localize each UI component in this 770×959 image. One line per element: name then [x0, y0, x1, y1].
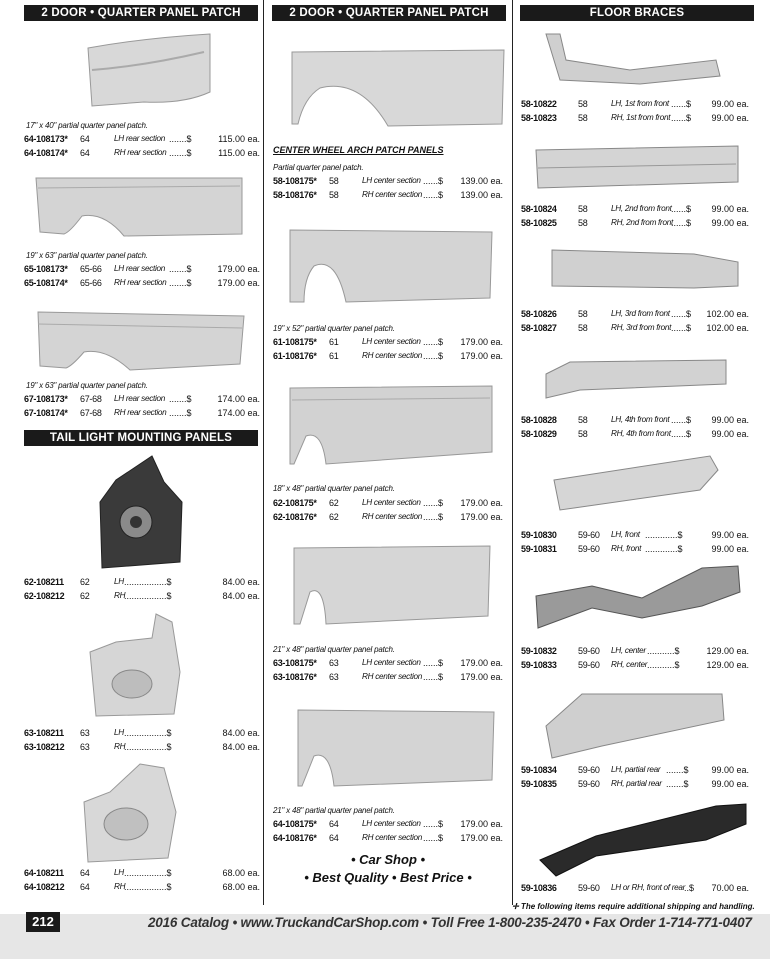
footer-text: 2016 Catalog • www.TruckandCarShop.com • Toll Free 1-800-235-2470 • Fax Order 1-714-771-0407 [148, 915, 752, 930]
price-row: 59-10834 59-60 LH, partial rear .......$ 99.00 ea. [521, 765, 749, 775]
price-row: 63-108176* 63 RH center section ......$ 179.00 ea. [273, 672, 503, 682]
floor-brace-image [540, 30, 726, 86]
quarter-panel-image [34, 304, 250, 376]
price-row: 63-108175* 63 LH center section ......$ 179.00 ea. [273, 658, 503, 668]
caption: 21" x 48" partial quarter panel patch. [273, 645, 395, 654]
price-row: 58-108175* 58 LH center section ......$ 139.00 ea. [273, 176, 503, 186]
floor-brace-image [532, 142, 742, 192]
section-header: FLOOR BRACES [520, 5, 754, 21]
price-row: 62-108212 62 RH .................$ 84.00 ea. [24, 591, 260, 601]
floor-brace-image [544, 246, 742, 294]
wheel-arch-panel-image [290, 544, 496, 630]
price-row: 67-108174* 67-68 RH rear section .......$ 174.00 ea. [24, 408, 260, 418]
subheading: CENTER WHEEL ARCH PATCH PANELS [273, 145, 444, 155]
floor-brace-image [542, 686, 728, 762]
price-row: 64-108175* 64 LH center section ......$ 179.00 ea. [273, 819, 503, 829]
tail-light-panel-image [86, 612, 186, 720]
price-row: 64-108174* 64 RH rear section .......$ 115.00 ea. [24, 148, 260, 158]
price-row: 64-108173* 64 LH rear section .......$ 115.00 ea. [24, 134, 260, 144]
shipping-note: ✛ The following items require additional shipping and handling. [512, 902, 755, 911]
quarter-panel-image [84, 30, 214, 110]
caption: 18" x 48" partial quarter panel patch. [273, 484, 395, 493]
price-row: 58-10825 58 RH, 2nd from front ......$ 99.00 ea. [521, 218, 749, 228]
price-row: 61-108176* 61 RH center section ......$ 179.00 ea. [273, 351, 503, 361]
price-row: 58-10822 58 LH, 1st from front ......$ 99.00 ea. [521, 99, 749, 109]
caption: Partial quarter panel patch. [273, 163, 364, 172]
price-row: 59-10832 59-60 LH, center ...........$ 129.00 ea. [521, 646, 749, 656]
price-row: 59-10831 59-60 RH, front .............$ 99.00 ea. [521, 544, 749, 554]
price-row: 62-108211 62 LH .................$ 84.00 ea. [24, 577, 260, 587]
section-header: TAIL LIGHT MOUNTING PANELS [24, 430, 258, 446]
price-row: 62-108175* 62 LH center section ......$ 179.00 ea. [273, 498, 503, 508]
caption: 17" x 40" partial quarter panel patch. [26, 121, 148, 130]
caption: 19" x 63" partial quarter panel patch. [26, 251, 148, 260]
price-row: 64-108176* 64 RH center section ......$ 179.00 ea. [273, 833, 503, 843]
column-divider [512, 0, 513, 905]
tail-light-panel-image [80, 762, 180, 866]
price-row: 58-10829 58 RH, 4th from front ......$ 99.00 ea. [521, 429, 749, 439]
price-row: 61-108175* 61 LH center section ......$ 179.00 ea. [273, 337, 503, 347]
price-row: 59-10833 59-60 RH, center ...........$ 129.00 ea. [521, 660, 749, 670]
quarter-panel-image [34, 172, 246, 244]
wheel-arch-panel-image [294, 706, 500, 792]
price-row: 64-108212 64 RH .................$ 68.00 ea. [24, 882, 260, 892]
section-header: 2 DOOR • QUARTER PANEL PATCH PANELS [24, 5, 258, 21]
price-row: 58-10828 58 LH, 4th from front ......$ 99.00 ea. [521, 415, 749, 425]
price-row: 65-108174* 65-66 RH rear section .......$ 179.00 ea. [24, 278, 260, 288]
price-row: 59-10835 59-60 RH, partial rear .......$ 99.00 ea. [521, 779, 749, 789]
caption: 21" x 48" partial quarter panel patch. [273, 806, 395, 815]
floor-brace-image [536, 800, 750, 880]
price-row: 62-108176* 62 RH center section ......$ 179.00 ea. [273, 512, 503, 522]
caption: 19" x 52" partial quarter panel patch. [273, 324, 395, 333]
price-row: 58-10824 58 LH, 2nd from front ......$ 99.00 ea. [521, 204, 749, 214]
slogan: • Car Shop • [350, 852, 426, 867]
wheel-arch-panel-image [286, 226, 496, 308]
wheel-arch-panel-image [290, 48, 510, 128]
floor-brace-image [540, 354, 730, 404]
slogan: • Best Quality • Best Price • [304, 870, 472, 885]
price-row: 67-108173* 67-68 LH rear section .......$ 174.00 ea. [24, 394, 260, 404]
section-header: 2 DOOR • QUARTER PANEL PATCH PANELS [272, 5, 506, 21]
price-row: 58-10826 58 LH, 3rd from front ......$ 102.00 ea. [521, 309, 749, 319]
price-row: 63-108212 63 RH .................$ 84.00 ea. [24, 742, 260, 752]
price-row: 59-10836 59-60 LH or RH, front of rear ..$ 70.00 ea. [521, 883, 749, 893]
price-row: 58-10827 58 RH, 3rd from front ......$ 102.00 ea. [521, 323, 749, 333]
caption: 19" x 63" partial quarter panel patch. [26, 381, 148, 390]
page-number: 212 [26, 912, 60, 932]
tail-light-panel-image [96, 452, 186, 570]
wheel-arch-panel-image [286, 382, 496, 472]
column-divider [263, 0, 264, 905]
price-row: 65-108173* 65-66 LH rear section .......$ 179.00 ea. [24, 264, 260, 274]
floor-brace-image [532, 562, 744, 634]
price-row: 58-108176* 58 RH center section ......$ 139.00 ea. [273, 190, 503, 200]
price-row: 64-108211 64 LH .................$ 68.00 ea. [24, 868, 260, 878]
price-row: 58-10823 58 RH, 1st from front ......$ 99.00 ea. [521, 113, 749, 123]
price-row: 63-108211 63 LH .................$ 84.00 ea. [24, 728, 260, 738]
floor-brace-image [550, 450, 722, 514]
price-row: 59-10830 59-60 LH, front .............$ 99.00 ea. [521, 530, 749, 540]
